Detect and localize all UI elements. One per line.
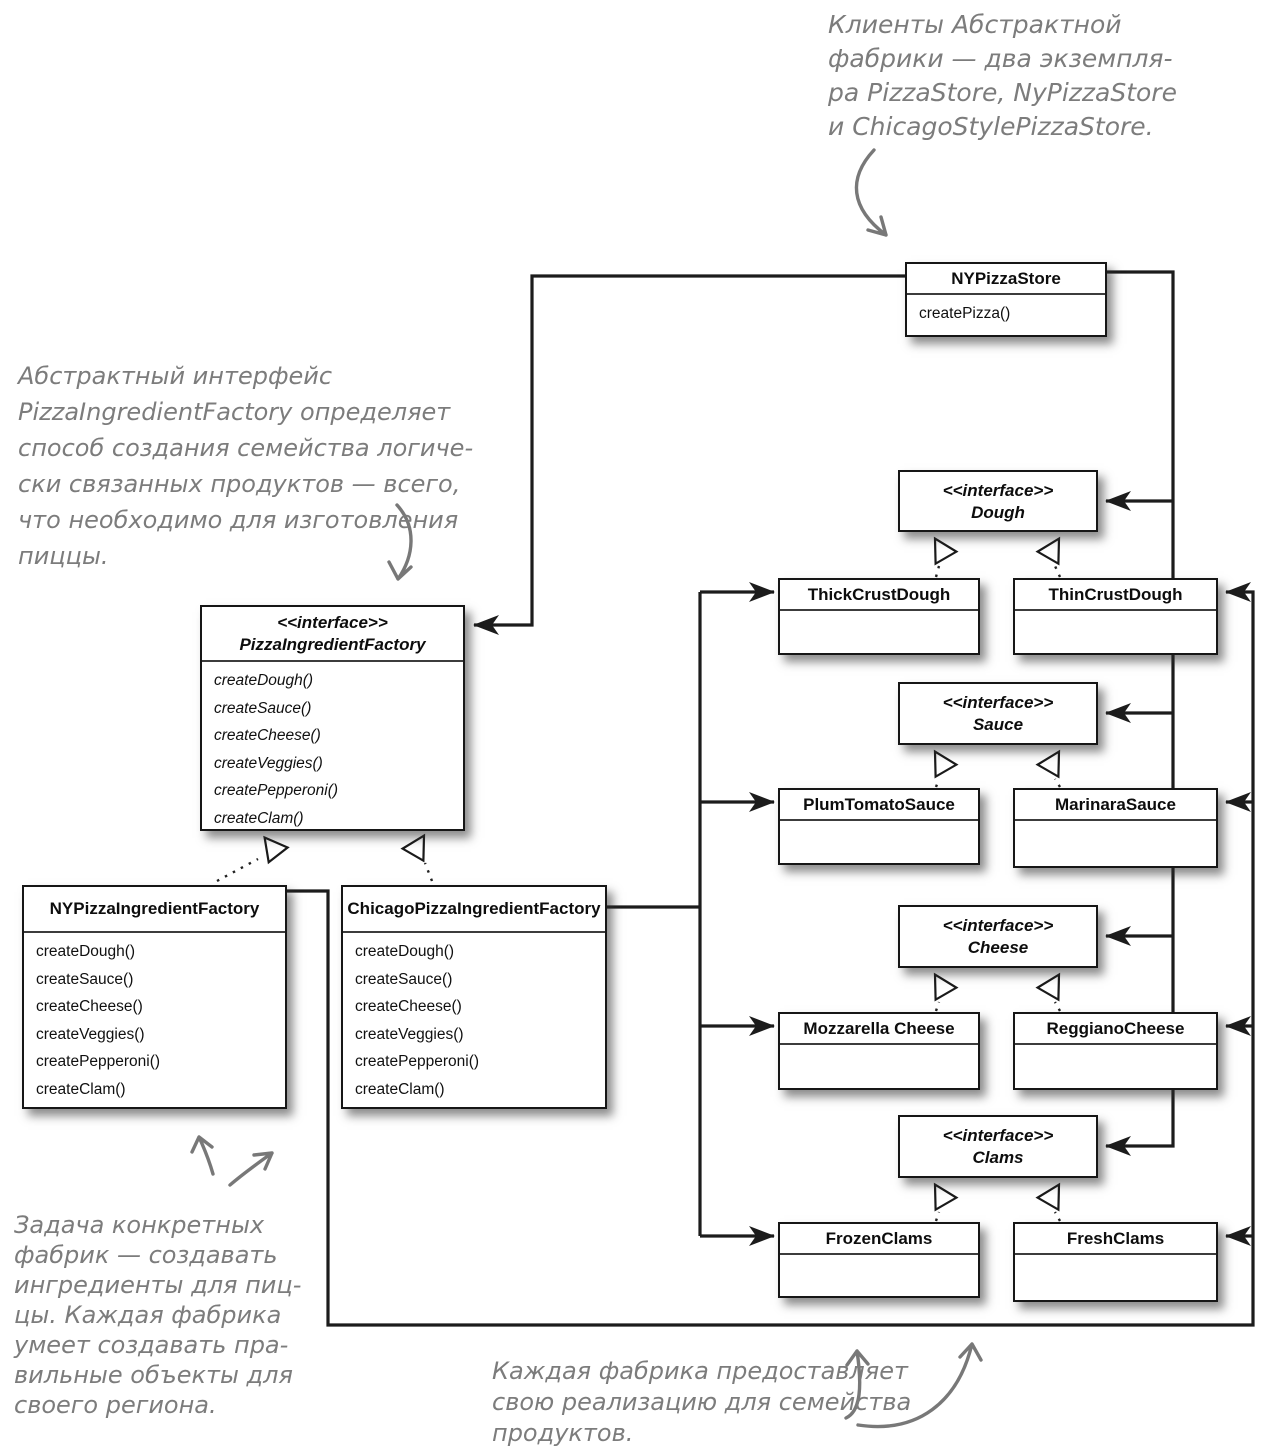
method-list [907, 293, 1105, 335]
class-box-freshclams [1013, 1222, 1218, 1302]
method-item: createPepperoni() [214, 782, 339, 800]
class-title: NYPizzaStore [951, 269, 1061, 288]
method-item: createCheese() [214, 727, 321, 745]
method-item: createClam() [214, 809, 304, 827]
class-title: ThinCrustDough [1048, 585, 1183, 604]
empty-body [780, 1253, 978, 1296]
nypizzastore-to-ingredientfactory [474, 276, 905, 625]
note-line: что необходимо для изготовления [18, 506, 459, 534]
note-abstract [18, 358, 473, 574]
note-line: пиццы. [18, 542, 109, 570]
method-item: createDough() [214, 672, 314, 690]
method-item: createSauce() [36, 970, 134, 988]
method-item: createPizza() [919, 305, 1011, 322]
class-box-frozenclams [778, 1222, 980, 1298]
method-item: createCheese() [355, 998, 462, 1015]
class-box-nypizzastore [905, 262, 1107, 337]
interface-box-cheese [898, 905, 1098, 968]
method-item: createVeggies() [36, 1025, 145, 1043]
interface-box-sauce [898, 682, 1098, 745]
method-item: createCheese() [36, 998, 143, 1015]
method-list [202, 660, 463, 838]
note-line: PizzaIngredientFactory определяет [18, 398, 451, 426]
note-line: свою реализацию для семейства [492, 1388, 912, 1416]
class-title: ThickCrustDough [807, 585, 951, 604]
note-line: фабрик — создавать [14, 1241, 278, 1269]
note-line: Каждая фабрика предоставляет [492, 1357, 908, 1385]
class-box-marinarasauce [1013, 788, 1218, 868]
note-family [492, 1356, 911, 1449]
note-line: ра PizzaStore, NyPizzaStore [828, 78, 1177, 107]
stereotype-label: <<interface>> [942, 916, 1054, 936]
method-item: createSauce() [355, 970, 453, 988]
class-box-chicagopizzaingredientfactory [341, 885, 607, 1109]
class-title: ChicagoPizzaIngredientFactory [347, 899, 601, 918]
class-title [900, 1117, 1096, 1176]
stereotype-label: <<interface>> [942, 480, 1054, 500]
note-line: Клиенты Абстрактной [828, 10, 1122, 39]
method-item: createVeggies() [355, 1025, 464, 1043]
method-item: createDough() [36, 943, 136, 960]
method-item: createClam() [355, 1080, 445, 1098]
note-line: вильные объекты для [14, 1361, 293, 1389]
empty-body [1015, 1253, 1216, 1300]
class-title: NYPizzaIngredientFactory [49, 899, 260, 918]
class-title [900, 907, 1096, 966]
empty-body [780, 819, 978, 863]
note-line: цы. Каждая фабрика [14, 1301, 282, 1329]
class-title: FrozenClams [825, 1229, 933, 1248]
empty-body [1015, 1043, 1216, 1088]
note-line: умеет создавать пра- [14, 1331, 289, 1359]
note-line: Абстрактный интерфейс [18, 362, 333, 390]
note-line: ски связанных продуктов — всего, [18, 470, 461, 498]
class-name: Sauce [972, 715, 1024, 734]
class-title: FreshClams [1066, 1229, 1165, 1248]
class-name: Cheese [967, 938, 1029, 957]
interface-box-clams [898, 1115, 1098, 1178]
clients-note-arrow [856, 150, 886, 235]
note-line: ингредиенты для пиц- [14, 1271, 302, 1299]
stereotype-label: <<interface>> [277, 613, 388, 632]
note-line: способ создания семейства логиче- [18, 434, 474, 462]
note-line: продуктов. [492, 1419, 634, 1447]
method-item: createPepperoni() [36, 1053, 161, 1070]
method-item: createClam() [36, 1080, 126, 1098]
class-title [202, 607, 463, 660]
class-box-pizzaingredientfactory [200, 605, 465, 831]
class-box-thickcrustdough [778, 578, 980, 655]
method-list [343, 931, 605, 1109]
note-line: и ChicagoStylePizzaStore. [828, 112, 1154, 141]
empty-body [1015, 819, 1216, 866]
class-title: MarinaraSauce [1055, 795, 1176, 814]
class-box-nypizzaingredientfactory [22, 885, 287, 1109]
method-item: createDough() [355, 943, 455, 960]
empty-body [780, 609, 978, 653]
class-name: Dough [971, 502, 1025, 522]
interface-box-dough [898, 470, 1098, 532]
empty-body [1015, 609, 1216, 653]
class-title: PlumTomatoSauce [803, 795, 955, 814]
class-box-thincrustdough [1013, 578, 1218, 655]
note-concrete [14, 1210, 301, 1420]
class-name: Clams [972, 1148, 1024, 1167]
note-line: Задача конкретных [14, 1211, 265, 1239]
class-box-plumtomatosauce [778, 788, 980, 865]
note-clients [828, 8, 1177, 144]
class-title [900, 684, 1096, 743]
method-item: createPepperoni() [355, 1053, 480, 1070]
empty-body [780, 1043, 978, 1088]
class-name: PizzaIngredientFactory [239, 635, 426, 655]
stereotype-label: <<interface>> [942, 1126, 1054, 1146]
concrete-note-arrow-1 [192, 1137, 213, 1174]
method-list [24, 931, 285, 1109]
class-title: Mozzarella Cheese [803, 1019, 955, 1038]
note-line: фабрики — два экземпля- [828, 44, 1173, 73]
class-box-reggianocheese [1013, 1012, 1218, 1090]
class-title: ReggianoCheese [1046, 1019, 1185, 1038]
class-title [900, 472, 1096, 530]
stereotype-label: <<interface>> [942, 693, 1054, 713]
class-box-mozzarellacheese [778, 1012, 980, 1090]
note-line: своего региона. [14, 1391, 217, 1419]
concrete-note-arrow-2 [230, 1153, 272, 1185]
method-item: createSauce() [214, 699, 312, 717]
method-item: createVeggies() [214, 754, 323, 772]
